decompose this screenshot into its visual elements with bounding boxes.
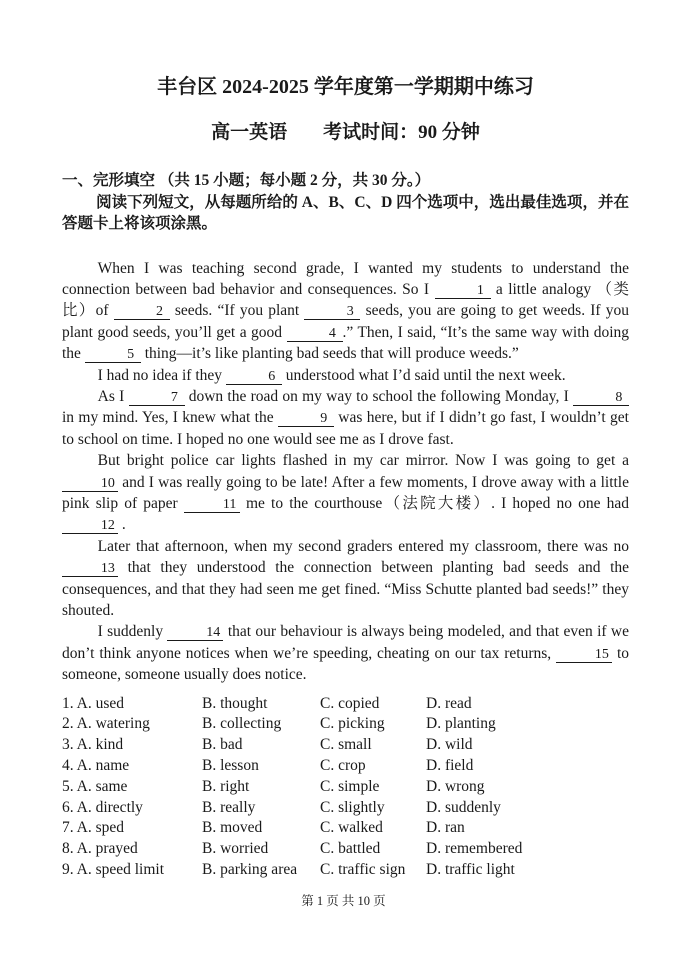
cloze-blank-9: 9 bbox=[278, 411, 334, 427]
cloze-blank-2: 2 bbox=[114, 304, 170, 320]
options-row bbox=[62, 798, 629, 819]
page-footer bbox=[0, 891, 687, 909]
option-cell: 8. A. prayed bbox=[62, 840, 138, 858]
cloze-blank-12: 12 bbox=[62, 518, 118, 534]
passage-paragraph: When I was teaching second grade, I wanted my students to understand the connection between bad behavior and consequences. So I 1 a little analogy （类比）of 2 seeds. “If you plant 3 seeds, you are going to get weeds. If you plant good seeds, you’ll get a good 4 .” Then, I said, “It’s the same way with doing the 5 thing—it’s like planting bad seeds that will produce weeds.” bbox=[62, 259, 630, 363]
option-cell: 5. A. same bbox=[62, 777, 128, 795]
option-cell: B. collecting bbox=[202, 715, 282, 733]
option-cell: B. really bbox=[202, 798, 256, 816]
cloze-blank-15: 15 bbox=[556, 647, 612, 663]
option-cell: D. planting bbox=[426, 715, 496, 733]
options-row bbox=[62, 756, 629, 777]
option-cell: C. walked bbox=[320, 819, 383, 837]
cloze-blank-10: 10 bbox=[62, 476, 118, 492]
option-cell: C. copied bbox=[320, 694, 380, 712]
option-cell: D. field bbox=[426, 757, 474, 775]
cloze-blank-7: 7 bbox=[129, 390, 185, 406]
options-row bbox=[62, 714, 629, 735]
subject-label: 高一英语 bbox=[211, 122, 288, 143]
option-cell: B. moved bbox=[202, 819, 263, 837]
cloze-blank-14: 14 bbox=[167, 625, 223, 641]
cloze-blank-11: 11 bbox=[184, 497, 240, 513]
option-cell: D. remembered bbox=[426, 840, 523, 858]
option-cell: C. picking bbox=[320, 715, 385, 733]
option-cell: D. wild bbox=[426, 736, 473, 754]
passage-paragraph: As I 7 down the road on my way to school the following Monday, I 8 in my mind. Yes, I knew what the 9 was here, but if I didn’t go fast, I wouldn’t get to school on time. I hoped no one would see me as I drove fast. bbox=[62, 387, 629, 448]
option-cell: C. battled bbox=[320, 840, 381, 858]
section-instructions: 阅读下列短文，从每题所给的 A、B、C、D 四个选项中，选出最佳选项，并在答题卡上将该项涂黑。 bbox=[62, 193, 629, 232]
option-cell: C. traffic sign bbox=[320, 861, 406, 878]
cloze-blank-4: 4 bbox=[287, 326, 343, 342]
option-cell: 7. A. sped bbox=[62, 819, 124, 837]
passage-paragraph: Later that afternoon, when my second graders entered my classroom, there was no 13 that they understood the connection between planting bad seeds and the consequences, and that they had seen me get fined. “Miss Schutte planted bad seeds!” they shouted. bbox=[62, 537, 629, 619]
option-cell: 3. A. kind bbox=[62, 736, 124, 754]
page-title: 丰台区 2024-2025 学年度第一学期期中练习 bbox=[157, 76, 534, 98]
options-row bbox=[62, 818, 629, 839]
option-cell: B. bad bbox=[202, 736, 243, 754]
options-row bbox=[62, 860, 629, 881]
option-cell: D. suddenly bbox=[426, 798, 501, 816]
option-cell: B. worried bbox=[202, 840, 269, 858]
option-cell: D. ran bbox=[426, 819, 465, 837]
cloze-passage bbox=[62, 258, 629, 686]
option-cell: 9. A. speed limit bbox=[62, 861, 165, 878]
passage-paragraph: I had no idea if they 6 understood what I’d said until the next week. bbox=[97, 366, 566, 384]
option-cell: D. traffic light bbox=[426, 861, 515, 878]
option-cell: D. read bbox=[426, 694, 472, 712]
option-cell: 4. A. name bbox=[62, 757, 130, 775]
options-row bbox=[62, 839, 629, 860]
option-cell: C. slightly bbox=[320, 798, 385, 816]
option-cell: 2. A. watering bbox=[62, 715, 150, 733]
option-cell: 1. A. used bbox=[62, 694, 124, 712]
option-cell: B. thought bbox=[202, 694, 268, 712]
cloze-blank-8: 8 bbox=[573, 390, 629, 406]
option-cell: B. right bbox=[202, 777, 250, 795]
options-row bbox=[62, 777, 629, 798]
cloze-blank-6: 6 bbox=[226, 369, 282, 385]
cloze-blank-5: 5 bbox=[85, 347, 141, 363]
page-number: 第 1 页 共 10 页 bbox=[301, 894, 386, 908]
option-cell: B. parking area bbox=[202, 861, 298, 878]
passage-paragraph: But bright police car lights flashed in my car mirror. Now I was going to get a 10 and I was really going to be late! After a few moments, I drove away with a little pink slip of paper 11 me to the courthouse（法院大楼）. I hoped no one had 12 . bbox=[62, 452, 629, 534]
option-cell: C. small bbox=[320, 736, 372, 754]
options-row bbox=[62, 694, 629, 715]
cloze-blank-13: 13 bbox=[62, 561, 118, 577]
cloze-blank-1: 1 bbox=[435, 283, 491, 299]
cloze-blank-3: 3 bbox=[304, 304, 360, 320]
section-heading: 一、完形填空 （共 15 小题；每小题 2 分，共 30 分。） bbox=[62, 172, 431, 189]
option-cell: D. wrong bbox=[426, 777, 485, 795]
exam-time-label: 考试时间：90 分钟 bbox=[323, 122, 480, 143]
option-cell: C. simple bbox=[320, 777, 380, 795]
option-cell: C. crop bbox=[320, 757, 366, 775]
options-table bbox=[62, 694, 629, 881]
option-cell: 6. A. directly bbox=[62, 798, 143, 816]
page-subtitle bbox=[62, 121, 629, 145]
option-cell: B. lesson bbox=[202, 757, 259, 775]
passage-paragraph: I suddenly 14 that our behaviour is always being modeled, and that even if we don’t think anyone notices when we’re speeding, cheating on our tax returns, 15 to someone, someone usually does notice. bbox=[62, 623, 629, 684]
options-row bbox=[62, 735, 629, 756]
